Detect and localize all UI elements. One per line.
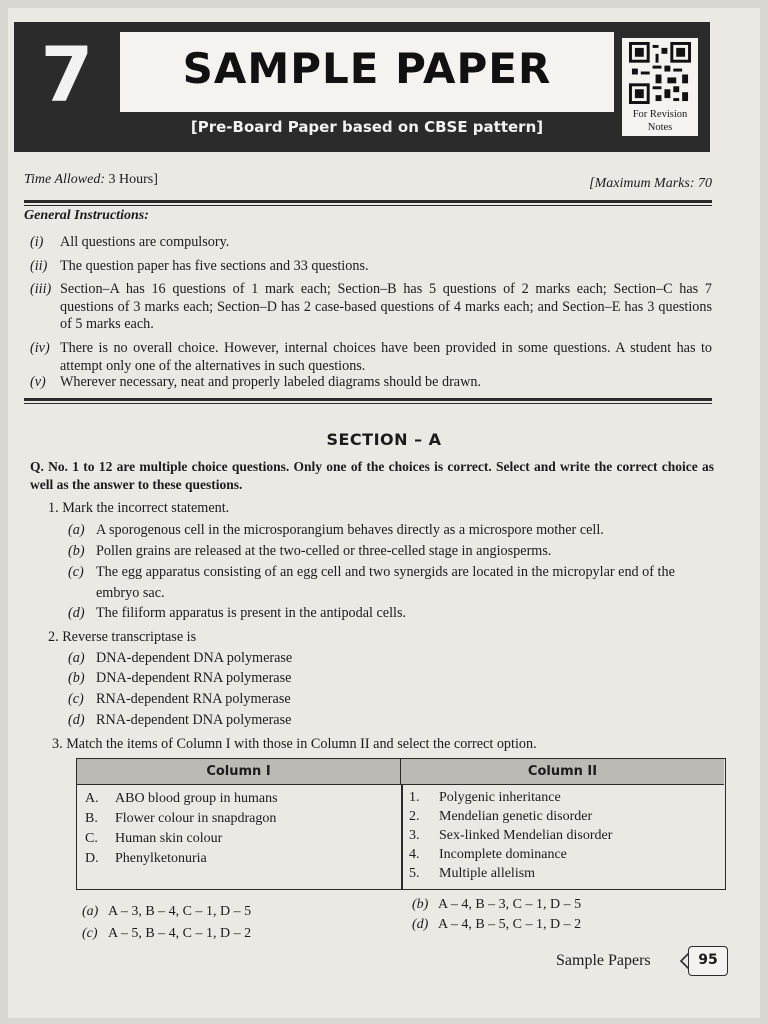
page-title: SAMPLE PAPER: [182, 44, 552, 93]
question-2-option: [68, 648, 718, 669]
option-text: DNA-dependent DNA polymerase: [96, 650, 293, 666]
option-text: The egg apparatus consisting of an egg cell and two synergids are located in the micropylar end of the embryo sac.: [96, 564, 675, 601]
row-value: Polygenic inheritance: [439, 790, 561, 805]
option-tag: (c): [68, 564, 84, 580]
option-text: A – 4, B – 3, C – 1, D – 5: [438, 897, 582, 912]
question-2-option: [68, 689, 718, 710]
question-2-option: [68, 710, 718, 731]
maximum-marks: [589, 176, 712, 192]
row-value: Sex-linked Mendelian disorder: [439, 828, 613, 843]
section-intro: Q. No. 1 to 12 are multiple choice questions. Only one of the choices is correct. Select and write the correct choice as well as the answer to these questions.: [30, 459, 714, 492]
footer-label: Sample Papers: [556, 952, 651, 969]
divider: [24, 403, 712, 404]
question-3-answer: [82, 902, 251, 921]
qr-note-line1: For Revision: [632, 109, 688, 120]
instruction-num: (iv): [30, 340, 50, 356]
row-value: Multiple allelism: [439, 866, 536, 881]
instruction-num: (v): [30, 374, 46, 390]
marks-text: [Maximum Marks: 70: [589, 176, 712, 191]
row-value: Flower colour in snapdragon: [115, 811, 277, 826]
instruction-item: [30, 340, 712, 375]
option-tag: (d): [412, 917, 429, 932]
row-value: ABO blood group in humans: [115, 791, 278, 806]
instruction-text: There is no overall choice. However, internal choices have been provided in some questions. A student has to attempt only one of the alternatives in such questions.: [60, 340, 712, 374]
divider: [24, 205, 712, 206]
qr-note-line2: Notes: [647, 122, 673, 133]
option-tag: (d): [68, 712, 85, 728]
row-key: A.: [85, 791, 99, 806]
divider: [24, 200, 712, 203]
title-box: [120, 32, 614, 112]
option-tag: (b): [68, 670, 85, 686]
option-tag: (a): [68, 650, 85, 666]
instruction-item: [30, 281, 712, 334]
question-1-option: [68, 603, 718, 624]
instruction-text: The question paper has five sections and 33 questions.: [60, 258, 369, 274]
divider: [24, 398, 712, 401]
option-tag: (a): [82, 904, 99, 919]
option-text: A – 4, B – 5, C – 1, D – 2: [438, 917, 582, 932]
option-tag: (d): [68, 605, 85, 621]
row-key: 3.: [409, 828, 420, 843]
instruction-num: (ii): [30, 258, 48, 274]
question-1-option: [68, 562, 718, 603]
chapter-number: 7: [40, 30, 94, 119]
option-tag: (c): [68, 691, 84, 707]
row-key: 1.: [409, 790, 420, 805]
question-1-option: [68, 541, 718, 562]
row-key: C.: [85, 831, 98, 846]
question-3-answer: [82, 924, 251, 943]
instruction-item: [30, 234, 712, 252]
row-value: Phenylketonuria: [115, 851, 207, 866]
qr-code-graphic: [626, 42, 694, 104]
column-1-header: Column I: [77, 759, 401, 785]
instruction-item: [30, 374, 712, 392]
time-value: 3 Hours]: [108, 172, 158, 187]
option-tag: (c): [82, 926, 98, 941]
time-allowed: [24, 172, 158, 188]
match-table: [76, 758, 726, 890]
option-tag: (b): [68, 543, 85, 559]
row-key: 4.: [409, 847, 420, 862]
page-number-badge: 95: [688, 946, 728, 976]
question-3-stem: 3. Match the items of Column I with those in Column II and select the correct option.: [52, 736, 537, 752]
option-text: RNA-dependent RNA polymerase: [96, 691, 291, 707]
qr-note: [622, 106, 698, 136]
qr-code-icon[interactable]: [622, 38, 698, 108]
option-text: DNA-dependent RNA polymerase: [96, 670, 292, 686]
question-1-option: [68, 520, 718, 541]
row-value: Human skin colour: [115, 831, 223, 846]
question-2-stem: 2. Reverse transcriptase is: [48, 629, 197, 645]
row-value: Mendelian genetic disorder: [439, 809, 593, 824]
row-key: 5.: [409, 866, 420, 881]
instruction-text: Section–A has 16 questions of 1 mark each; Section–B has 5 questions of 2 marks each; Section–C has 7 questions of 3 marks each; Section–D has 2 case-based questions of 4 marks each; and Section–E has 3 questions of 5 marks each.: [60, 281, 712, 332]
question-3-answer: [412, 895, 581, 914]
row-value: Incomplete dominance: [439, 847, 567, 862]
instruction-text: All questions are compulsory.: [60, 234, 230, 250]
option-text: Pollen grains are released at the two-celled or three-celled stage in angiosperms.: [96, 543, 552, 559]
question-3-answer: [412, 915, 581, 934]
page-subtitle: [Pre-Board Paper based on CBSE pattern]: [190, 118, 544, 136]
column-2-header: Column II: [401, 759, 724, 785]
option-text: A – 5, B – 4, C – 1, D – 2: [108, 926, 252, 941]
time-label: Time Allowed:: [24, 172, 106, 187]
row-key: 2.: [409, 809, 420, 824]
instruction-num: (i): [30, 234, 44, 250]
instruction-item: [30, 258, 712, 276]
row-key: D.: [85, 851, 99, 866]
instruction-text: Wherever necessary, neat and properly labeled diagrams should be drawn.: [60, 374, 481, 390]
option-tag: (b): [412, 897, 429, 912]
section-title: SECTION – A: [326, 430, 442, 449]
option-text: A – 3, B – 4, C – 1, D – 5: [108, 904, 252, 919]
column-divider: [401, 785, 403, 889]
option-text: The filiform apparatus is present in the antipodal cells.: [96, 605, 407, 621]
option-text: RNA-dependent DNA polymerase: [96, 712, 292, 728]
row-key: B.: [85, 811, 98, 826]
question-1-stem: 1. Mark the incorrect statement.: [48, 500, 230, 516]
instructions-title: General Instructions:: [24, 208, 149, 223]
instruction-num: (iii): [30, 281, 52, 297]
option-tag: (a): [68, 522, 85, 538]
question-2-option: [68, 668, 718, 689]
option-text: A sporogenous cell in the microsporangium behaves directly as a microspore mother cell.: [96, 522, 604, 538]
